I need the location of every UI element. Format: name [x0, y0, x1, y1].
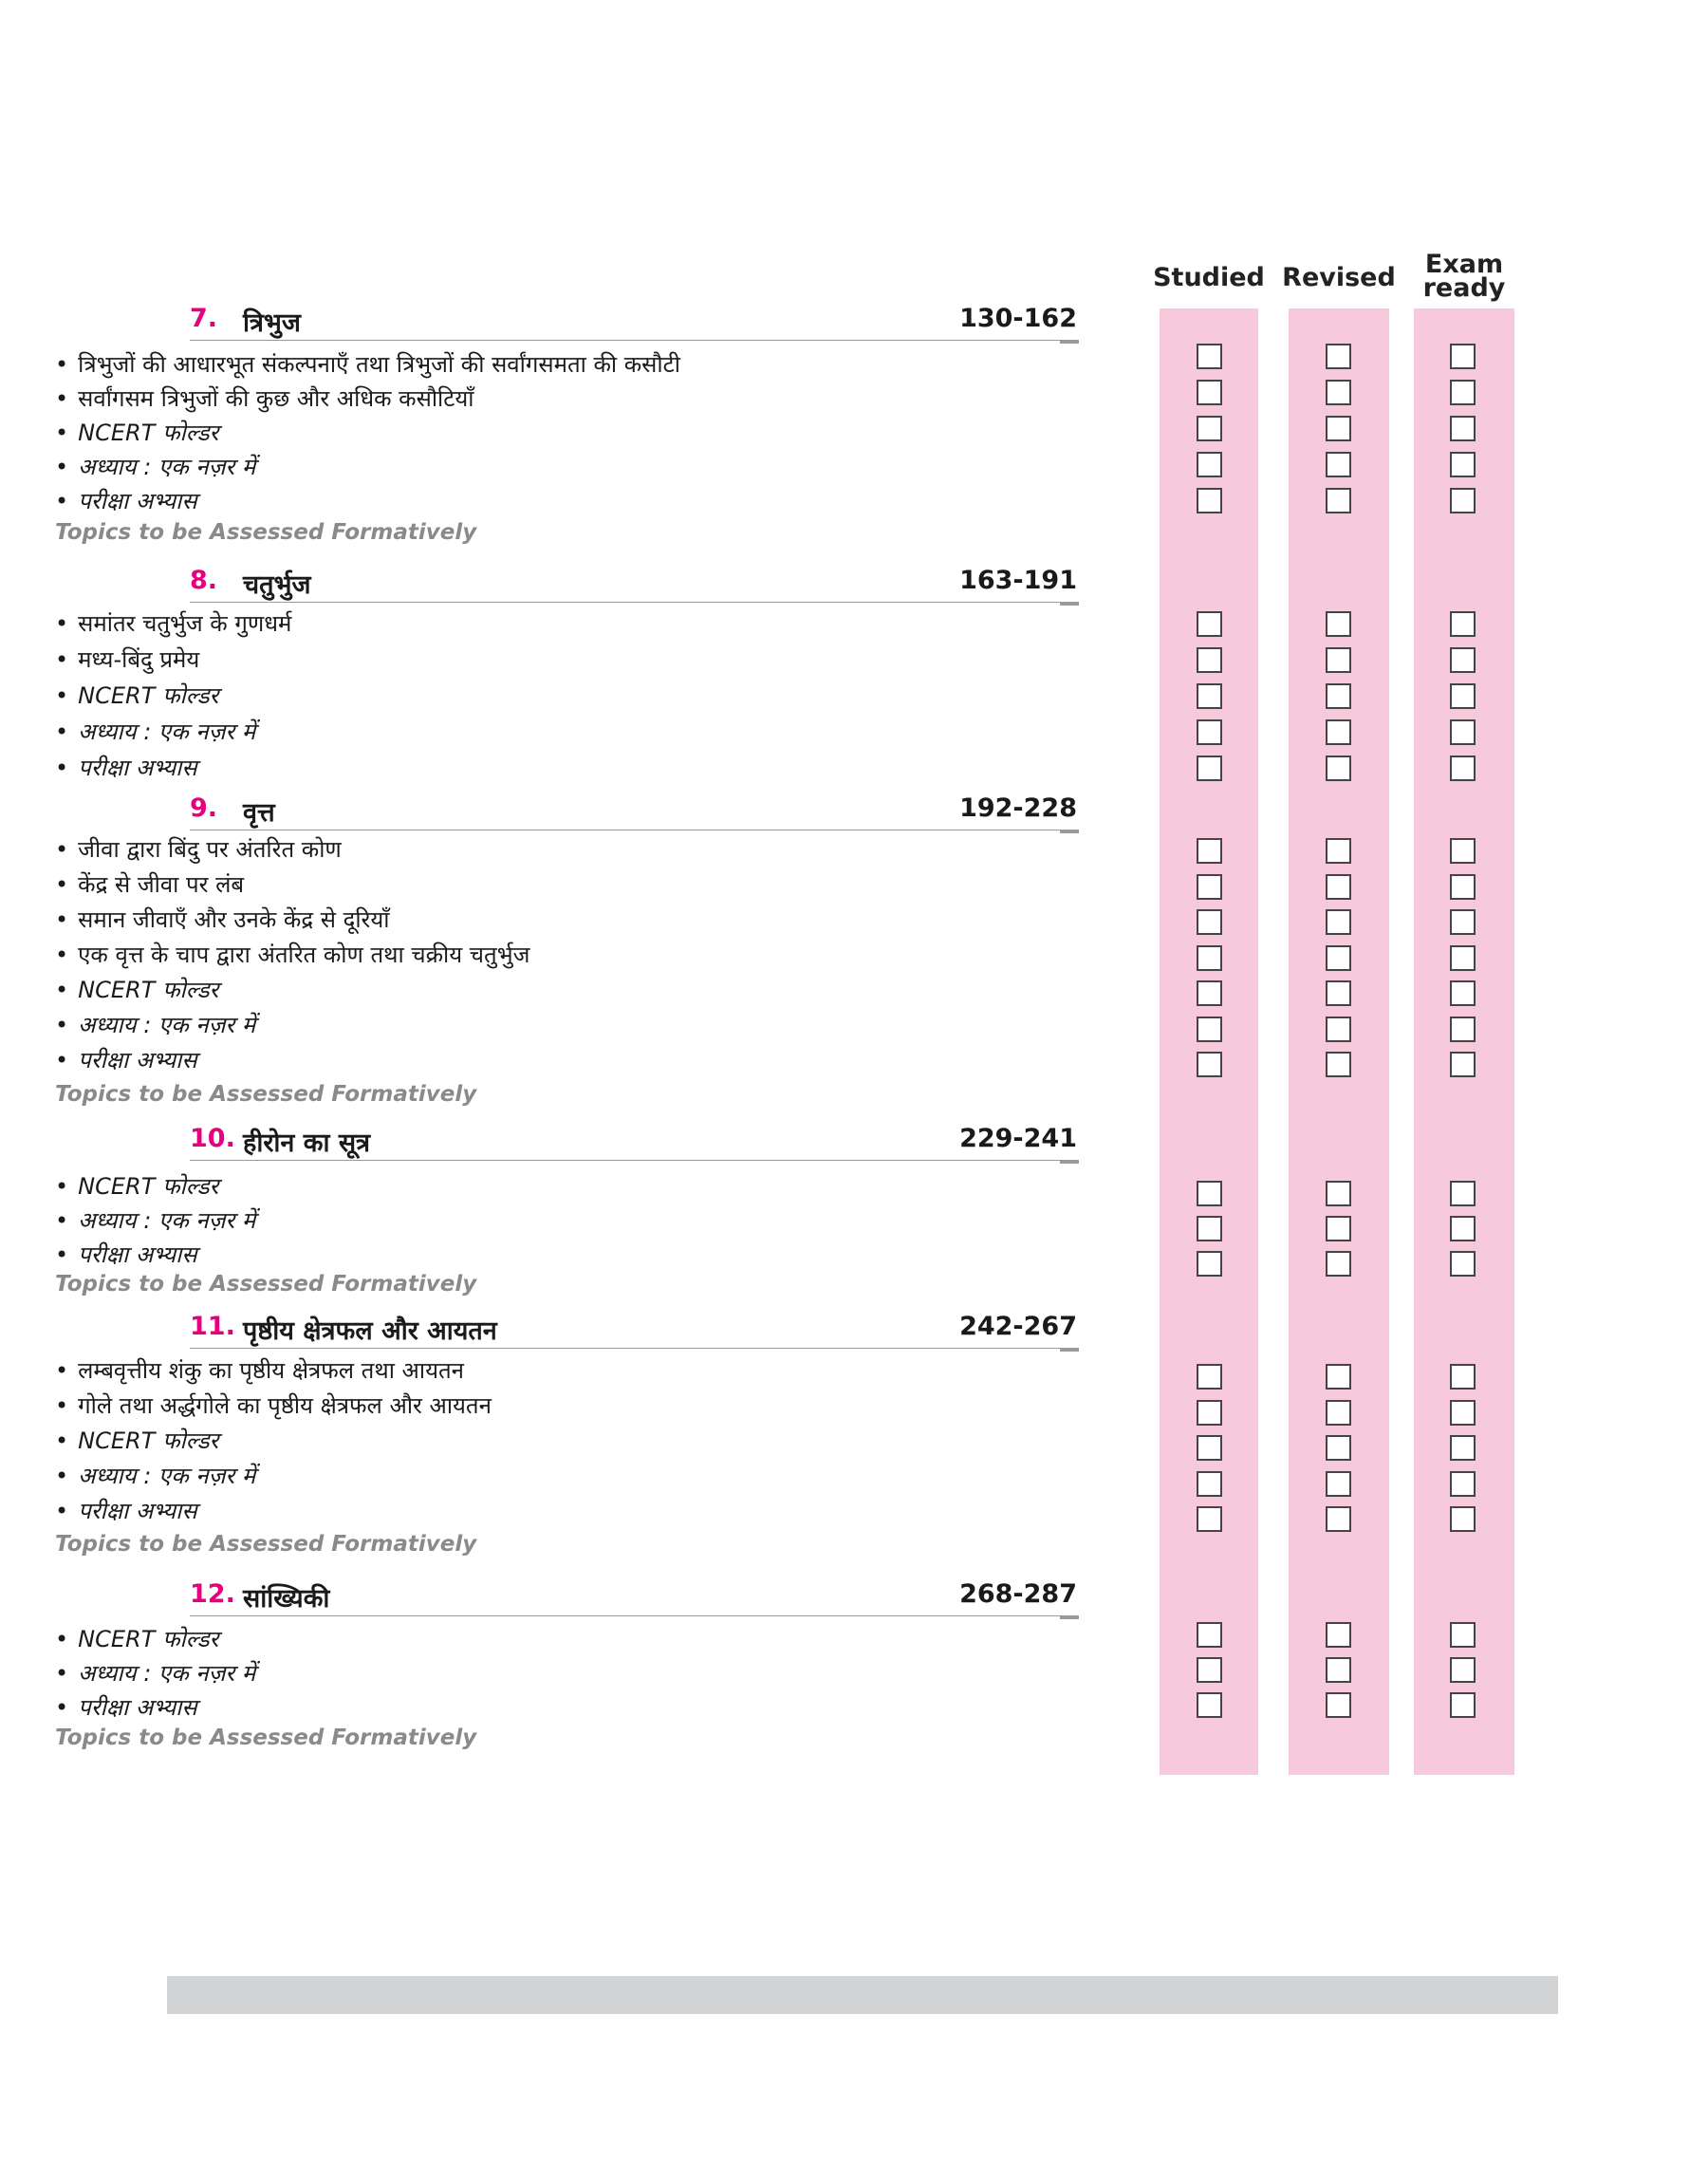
revised-checkbox[interactable] — [1326, 416, 1351, 441]
revised-checkbox[interactable] — [1326, 945, 1351, 971]
topic-item: • सर्वांगसम त्रिभुजों की कुछ और अधिक कसौटियाँ — [55, 385, 474, 412]
studied-checkbox[interactable] — [1197, 1657, 1222, 1683]
exam-ready-checkbox[interactable] — [1450, 1364, 1476, 1390]
chapter-divider-accent — [1060, 602, 1079, 606]
topic-item: • NCERT फोल्डर — [55, 1626, 219, 1652]
studied-checkbox[interactable] — [1197, 1506, 1222, 1532]
revised-checkbox[interactable] — [1326, 647, 1351, 673]
exam-ready-checkbox[interactable] — [1450, 1181, 1476, 1206]
revised-checkbox[interactable] — [1326, 980, 1351, 1006]
revised-checkbox[interactable] — [1326, 1657, 1351, 1683]
formative-assessment-label: Topics to be Assessed Formatively — [55, 1532, 477, 1557]
formative-assessment-label: Topics to be Assessed Formatively — [55, 1082, 477, 1107]
topic-item: • जीवा द्वारा बिंदु पर अंतरित कोण — [55, 836, 342, 863]
topic-item: • अध्याय : एक नज़र में — [55, 1207, 256, 1234]
exam-ready-checkbox[interactable] — [1450, 1657, 1476, 1683]
revised-checkbox[interactable] — [1326, 344, 1351, 369]
exam-ready-checkbox[interactable] — [1450, 980, 1476, 1006]
studied-checkbox[interactable] — [1197, 909, 1222, 935]
topic-item: • अध्याय : एक नज़र में — [55, 1012, 256, 1038]
topic-item: • परीक्षा अभ्यास — [55, 1241, 197, 1268]
topic-item: • NCERT फोल्डर — [55, 1173, 219, 1200]
revised-checkbox[interactable] — [1326, 1017, 1351, 1042]
revised-checkbox[interactable] — [1326, 488, 1351, 513]
revised-checkbox[interactable] — [1326, 1471, 1351, 1497]
topic-item: • परीक्षा अभ्यास — [55, 488, 197, 514]
topic-item: • NCERT फोल्डर — [55, 682, 219, 709]
studied-checkbox[interactable] — [1197, 945, 1222, 971]
chapter-page-range: 229-241 — [959, 1124, 1077, 1153]
exam-ready-checkbox[interactable] — [1450, 380, 1476, 405]
topic-item: • NCERT फोल्डर — [55, 977, 219, 1003]
topic-item: • अध्याय : एक नज़र में — [55, 1660, 256, 1687]
exam-ready-checkbox[interactable] — [1450, 1216, 1476, 1241]
studied-checkbox[interactable] — [1197, 1364, 1222, 1390]
chapter-page-range: 268-287 — [959, 1579, 1077, 1609]
chapter-page-range: 242-267 — [959, 1312, 1077, 1341]
studied-checkbox[interactable] — [1197, 1216, 1222, 1241]
studied-checkbox[interactable] — [1197, 452, 1222, 477]
topic-item: • परीक्षा अभ्यास — [55, 1694, 197, 1721]
topic-item: • समान जीवाएँ और उनके केंद्र से दूरियाँ — [55, 906, 390, 933]
formative-assessment-label: Topics to be Assessed Formatively — [55, 1726, 477, 1750]
chapter-page-range: 130-162 — [959, 304, 1077, 333]
revised-checkbox[interactable] — [1326, 909, 1351, 935]
studied-label: Studied — [1153, 263, 1265, 292]
chapter-divider — [190, 1160, 1077, 1161]
studied-checkbox[interactable] — [1197, 1692, 1222, 1718]
studied-checkbox[interactable] — [1197, 1181, 1222, 1206]
revised-checkbox[interactable] — [1326, 1400, 1351, 1426]
studied-checkbox[interactable] — [1197, 874, 1222, 900]
ready-label: ready — [1422, 273, 1506, 303]
chapter-title: सांख्यिकी — [243, 1584, 330, 1614]
chapter-number: 11. — [190, 1312, 235, 1341]
chapter-divider — [190, 602, 1077, 603]
chapter-divider-accent — [1060, 1615, 1079, 1619]
revised-label: Revised — [1282, 263, 1396, 292]
exam-ready-checkbox[interactable] — [1450, 1052, 1476, 1077]
exam-ready-checkbox[interactable] — [1450, 1692, 1476, 1718]
topic-item: • अध्याय : एक नज़र में — [55, 718, 256, 745]
exam-ready-checkbox[interactable] — [1450, 683, 1476, 709]
exam-ready-checkbox[interactable] — [1450, 1471, 1476, 1497]
revised-checkbox[interactable] — [1326, 1052, 1351, 1077]
studied-checkbox[interactable] — [1197, 611, 1222, 637]
chapter-title: त्रिभुज — [243, 308, 301, 338]
topic-item: • मध्य-बिंदु प्रमेय — [55, 646, 200, 673]
revised-checkbox[interactable] — [1326, 683, 1351, 709]
exam-ready-checkbox[interactable] — [1450, 1622, 1476, 1648]
topic-item: • परीक्षा अभ्यास — [55, 1498, 197, 1524]
revised-checkbox[interactable] — [1326, 1622, 1351, 1648]
chapter-number: 10. — [190, 1124, 235, 1153]
topic-item: • अध्याय : एक नज़र में — [55, 454, 256, 480]
exam-ready-checkbox[interactable] — [1450, 452, 1476, 477]
exam-ready-checkbox[interactable] — [1450, 488, 1476, 513]
chapter-divider — [190, 1348, 1077, 1349]
formative-assessment-label: Topics to be Assessed Formatively — [55, 1272, 477, 1297]
chapter-title: वृत्त — [243, 798, 275, 828]
chapter-divider-accent — [1060, 830, 1079, 833]
exam-ready-checkbox[interactable] — [1450, 1435, 1476, 1461]
exam-ready-checkbox[interactable] — [1450, 1506, 1476, 1532]
topic-item: • परीक्षा अभ्यास — [55, 1047, 197, 1073]
chapter-number: 8. — [190, 566, 218, 595]
chapter-title: पृष्ठीय क्षेत्रफल और आयतन — [243, 1316, 497, 1346]
chapter-title: चतुर्भुज — [243, 570, 311, 600]
exam-ready-checkbox[interactable] — [1450, 909, 1476, 935]
revised-checkbox[interactable] — [1326, 1251, 1351, 1277]
studied-checkbox[interactable] — [1197, 488, 1222, 513]
revised-checkbox[interactable] — [1326, 1435, 1351, 1461]
chapter-divider-accent — [1060, 340, 1079, 344]
chapter-12 — [190, 1579, 1077, 1636]
studied-checkbox[interactable] — [1197, 756, 1222, 781]
studied-checkbox[interactable] — [1197, 1435, 1222, 1461]
topic-item: • एक वृत्त के चाप द्वारा अंतरित कोण तथा चक्रीय चतुर्भुज — [55, 942, 530, 968]
revised-checkbox[interactable] — [1326, 719, 1351, 745]
topic-item: • NCERT फोल्डर — [55, 1427, 219, 1454]
studied-checkbox[interactable] — [1197, 1400, 1222, 1426]
chapter-number: 9. — [190, 793, 218, 823]
revised-checkbox[interactable] — [1326, 1181, 1351, 1206]
revised-checkbox[interactable] — [1326, 1506, 1351, 1532]
revised-column-header — [1279, 263, 1399, 292]
topic-item: • लम्बवृत्तीय शंकु का पृष्ठीय क्षेत्रफल तथा आयतन — [55, 1357, 464, 1384]
studied-checkbox[interactable] — [1197, 980, 1222, 1006]
topic-item: • केंद्र से जीवा पर लंब — [55, 871, 245, 898]
chapter-number: 7. — [190, 304, 218, 333]
chapter-10 — [190, 1124, 1077, 1181]
exam-ready-checkbox[interactable] — [1450, 838, 1476, 864]
chapter-page-range: 192-228 — [959, 793, 1077, 823]
studied-checkbox[interactable] — [1197, 647, 1222, 673]
exam-ready-checkbox[interactable] — [1450, 719, 1476, 745]
studied-checkbox[interactable] — [1197, 1251, 1222, 1277]
footer-bar — [167, 1976, 1558, 2014]
chapter-divider — [190, 1615, 1077, 1616]
chapter-number: 12. — [190, 1579, 235, 1609]
studied-checkbox[interactable] — [1197, 838, 1222, 864]
formative-assessment-label: Topics to be Assessed Formatively — [55, 520, 477, 545]
chapter-page-range: 163-191 — [959, 566, 1077, 595]
exam-ready-checkbox[interactable] — [1450, 756, 1476, 781]
topic-item: • समांतर चतुर्भुज के गुणधर्म — [55, 610, 292, 637]
studied-checkbox[interactable] — [1197, 1052, 1222, 1077]
studied-checkbox[interactable] — [1197, 344, 1222, 369]
studied-checkbox[interactable] — [1197, 1471, 1222, 1497]
exam-ready-checkbox[interactable] — [1450, 1400, 1476, 1426]
exam-ready-checkbox[interactable] — [1450, 1251, 1476, 1277]
revised-checkbox[interactable] — [1326, 756, 1351, 781]
studied-checkbox[interactable] — [1197, 683, 1222, 709]
chapter-title: हीरोन का सूत्र — [243, 1129, 371, 1158]
exam-label: Exam — [1424, 250, 1504, 279]
revised-checkbox[interactable] — [1326, 452, 1351, 477]
exam-ready-checkbox[interactable] — [1450, 647, 1476, 673]
revised-checkbox[interactable] — [1326, 611, 1351, 637]
revised-checkbox[interactable] — [1326, 380, 1351, 405]
topic-item: • परीक्षा अभ्यास — [55, 755, 197, 781]
topic-item: • त्रिभुजों की आधारभूत संकल्पनाएँ तथा त्रिभुजों की सर्वांगसमता की कसौटी — [55, 351, 680, 378]
exam-ready-checkbox[interactable] — [1450, 945, 1476, 971]
studied-checkbox[interactable] — [1197, 1622, 1222, 1648]
exam-ready-checkbox[interactable] — [1450, 1017, 1476, 1042]
exam-ready-checkbox[interactable] — [1450, 874, 1476, 900]
studied-column-header — [1150, 263, 1268, 292]
revised-checkbox[interactable] — [1326, 1364, 1351, 1390]
chapter-8 — [190, 566, 1077, 623]
exam-ready-column-header — [1404, 250, 1524, 303]
topic-item: • अध्याय : एक नज़र में — [55, 1463, 256, 1489]
studied-checkbox[interactable] — [1197, 416, 1222, 441]
revised-checkbox[interactable] — [1326, 1692, 1351, 1718]
revised-checkbox[interactable] — [1326, 874, 1351, 900]
chapter-divider — [190, 340, 1077, 341]
chapter-divider-accent — [1060, 1160, 1079, 1164]
studied-checkbox[interactable] — [1197, 1017, 1222, 1042]
topic-item: • NCERT फोल्डर — [55, 420, 219, 446]
topic-item: • गोले तथा अर्द्धगोले का पृष्ठीय क्षेत्रफल और आयतन — [55, 1392, 492, 1419]
chapter-divider-accent — [1060, 1348, 1079, 1352]
revised-checkbox[interactable] — [1326, 1216, 1351, 1241]
revised-checkbox[interactable] — [1326, 838, 1351, 864]
exam-ready-checkbox[interactable] — [1450, 611, 1476, 637]
exam-ready-checkbox[interactable] — [1450, 344, 1476, 369]
exam-ready-checkbox[interactable] — [1450, 416, 1476, 441]
studied-checkbox[interactable] — [1197, 380, 1222, 405]
studied-checkbox[interactable] — [1197, 719, 1222, 745]
